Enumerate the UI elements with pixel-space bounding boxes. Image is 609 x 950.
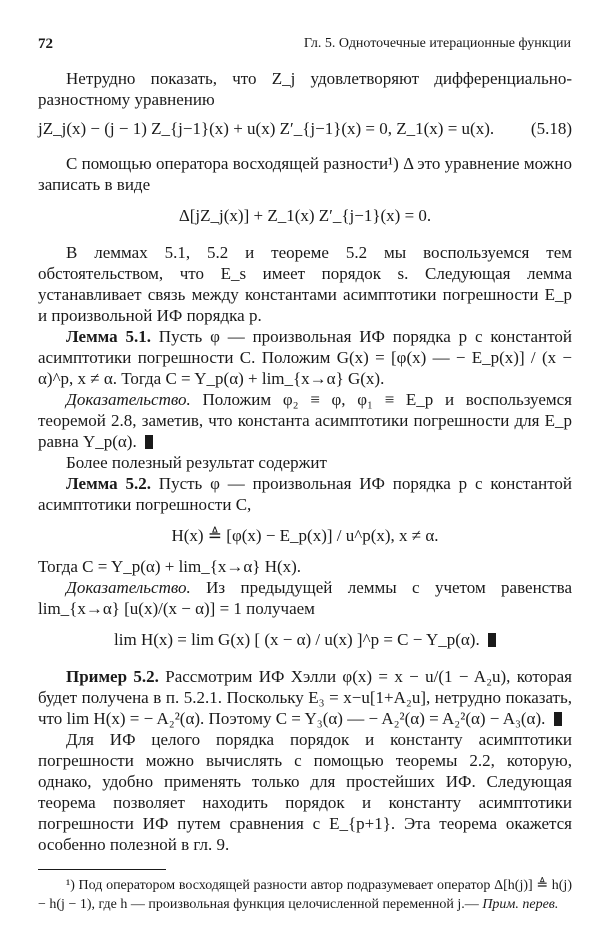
qed-mark bbox=[554, 712, 562, 726]
lemma-5-1 bbox=[38, 326, 572, 389]
lemma-5-1-text: Пусть φ — произвольная ИФ порядка p с константой асимптотики погрешности C. Положим G(x) = [φ(x) — − E_p(x)] / (x − α)^p, x ≠ α. Тогда C = Y_p(α) + lim_{x→α} G(x). bbox=[38, 327, 572, 388]
paragraph-then: Тогда C = Y_p(α) + lim_{x→α} H(x). bbox=[38, 557, 302, 576]
example-5-2-title: Пример 5.2. bbox=[66, 667, 159, 686]
qed-mark bbox=[488, 633, 496, 647]
example-5-2 bbox=[38, 666, 572, 729]
paragraph-intro: Нетрудно показать, что Z_j удовлетворяют дифференциально-разностному уравнению bbox=[38, 69, 572, 109]
lemma-5-2 bbox=[38, 473, 572, 515]
proof-2 bbox=[38, 577, 572, 619]
proof-1 bbox=[38, 389, 572, 452]
proof-2-label: Доказательство. bbox=[66, 578, 191, 597]
proof-1-label: Доказательство. bbox=[66, 390, 191, 409]
equation-h-def: H(x) ≜ [φ(x) − E_p(x)] / u^p(x), x ≠ α. bbox=[171, 526, 439, 545]
paragraph-lemmas: В леммах 5.1, 5.2 и теореме 5.2 мы воспользуемся тем обстоятельством, что E_s имеет порядок s. Следующая лемма устанавливает связь между константами асимптотики погрешности E_p и произвольной ИФ порядка p. bbox=[38, 243, 572, 325]
lemma-5-2-text: Пусть φ — произвольная ИФ порядка p с константой асимптотики погрешности C, bbox=[38, 474, 572, 514]
footnote-translator-note: Прим. перев. bbox=[482, 897, 559, 912]
qed-mark bbox=[145, 435, 153, 449]
equation-delta: Δ[jZ_j(x)] + Z_1(x) Z′_{j−1}(x) = 0. bbox=[178, 206, 432, 225]
lemma-5-2-title: Лемма 5.2. bbox=[66, 474, 151, 493]
page-number: 72 bbox=[38, 36, 53, 52]
running-header bbox=[38, 36, 571, 56]
page-body bbox=[38, 68, 572, 914]
proof-1-text: Положим φ₂ ≡ φ, φ₁ ≡ E_p и воспользуемся теоремой 2.8, заметив, что константа асимптотики погрешности для E_p равна Y_p(α). bbox=[38, 390, 572, 451]
example-5-2-text: Рассмотрим ИФ Хэлли φ(x) = x − u/(1 − A₂u), которая будет получена в п. 5.2.1. Поскольку E₃ = x−u[1+A₂u], нетрудно показать, что lim H(x) = − A₂²(α). Поэтому C = Y₃(α) — − A₂²(α) = A₂²(α) − A₃(α). bbox=[38, 667, 573, 728]
paragraph-closing: Для ИФ целого порядка порядок и константу асимптотики погрешности можно вычислять с помощью теоремы 2.2, которую, однако, удобно применять только для простейших ИФ. Следующая теорема позволяет находить порядок и константу асимптотики погрешности ИФ путем сравнения с E_{p+1}. Эта теорема окажется особенно полезной в гл. 9. bbox=[38, 730, 572, 854]
equation-limit bbox=[38, 629, 572, 650]
proof-2-text: Из предыдущей леммы с учетом равенства lim_{x→α} [u(x)/(x − α)] = 1 получаем bbox=[38, 578, 573, 618]
running-title: Гл. 5. Одноточечные итерационные функции bbox=[303, 36, 571, 51]
lemma-5-1-title: Лемма 5.1. bbox=[66, 327, 151, 346]
footnote-text: ¹) Под оператором восходящей разности автор подразумевает оператор Δ[h(j)] ≜ h(j) − h(j − 1), где h — произвольная функция целочисленной переменной j.— bbox=[38, 878, 572, 912]
equation-5-18 bbox=[38, 118, 572, 139]
paragraph-transition: Более полезный результат содержит bbox=[66, 453, 327, 472]
footnote bbox=[38, 876, 572, 914]
footnote-rule bbox=[38, 869, 166, 870]
equation-limit-body: lim H(x) = lim G(x) [ (x − α) / u(x) ]^p = C − Y_p(α). bbox=[114, 630, 480, 649]
equation-5-18-label: (5.18) bbox=[530, 119, 572, 138]
equation-5-18-body: jZ_j(x) − (j − 1) Z_{j−1}(x) + u(x) Z′_{j−1}(x) = 0, Z_1(x) = u(x). bbox=[38, 119, 495, 138]
paragraph-operator: С помощью оператора восходящей разности¹) Δ это уравнение можно записать в виде bbox=[38, 154, 572, 194]
